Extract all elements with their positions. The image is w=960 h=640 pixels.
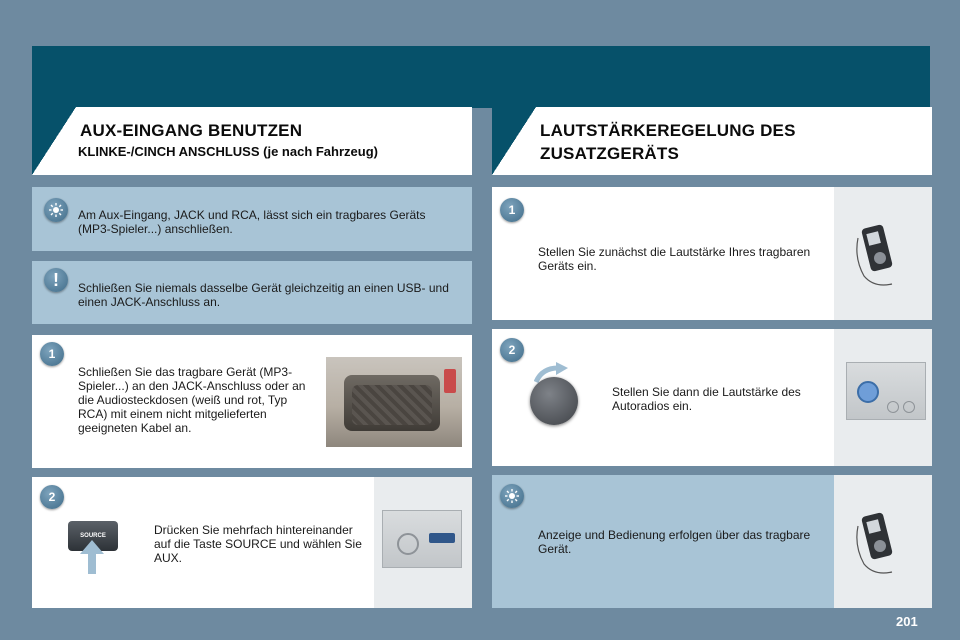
mp3-player-hand-icon-2 [852,506,908,578]
left-step2-badge: 2 [40,485,64,509]
right-step1-badge: 1 [500,198,524,222]
exclamation-warning-icon: ! [44,268,68,292]
volume-knob [530,377,578,425]
up-arrow-icon [80,540,104,574]
top-band [32,46,930,108]
right-step2-text: Stellen Sie dann die Lautstärke des Autoradios ein. [612,385,801,413]
sun-info-icon-right [500,484,524,508]
rca-jack-socket [444,369,456,393]
left-title: AUX-EINGANG BENUTZEN [80,121,303,140]
radio-unit-right [846,362,926,420]
right-step2-badge: 2 [500,338,524,362]
source-button: SOURCE [68,521,118,551]
right-header [492,107,932,175]
left-step1-text: Schließen Sie das tragbare Gerät (MP3-Spieler...) an den JACK-Anschluss oder an die Audiosteckdosen (weiß und rot, Typ RCA) mit einem nicht mitgelieferten geeigneten Kabel an. [78,365,306,435]
left-step1-badge: 1 [40,342,64,366]
radio-unit-left [382,510,462,568]
left-subtitle: KLINKE-/CINCH ANSCHLUSS (je nach Fahrzeug) [78,144,378,159]
page-number: 201 [896,614,918,629]
left-warning-text: Schließen Sie niemals dasselbe Gerät gleichzeitig an einen USB- und einen JACK-Anschluss an. [78,281,449,309]
left-step2-text: Drücken Sie mehrfach hintereinander auf die Taste SOURCE und wählen Sie AUX. [154,523,362,565]
mp3-player-hand-icon [852,218,908,290]
left-header [32,107,472,175]
glovebox-photo [326,357,462,447]
sun-info-icon [44,198,68,222]
right-step1-text: Stellen Sie zunächst die Lautstärke Ihres tragbaren Geräts ein. [538,245,811,273]
right-title-line1: LAUTSTÄRKEREGELUNG DES [540,121,796,140]
right-title-line2: ZUSATZGERÄTS [540,144,680,163]
left-info-text: Am Aux-Eingang, JACK und RCA, lässt sich ein tragbares Geräts (MP3-Spieler...) anschließen. [78,208,426,236]
right-info-text: Anzeige und Bedienung erfolgen über das tragbare Gerät. [538,528,811,556]
